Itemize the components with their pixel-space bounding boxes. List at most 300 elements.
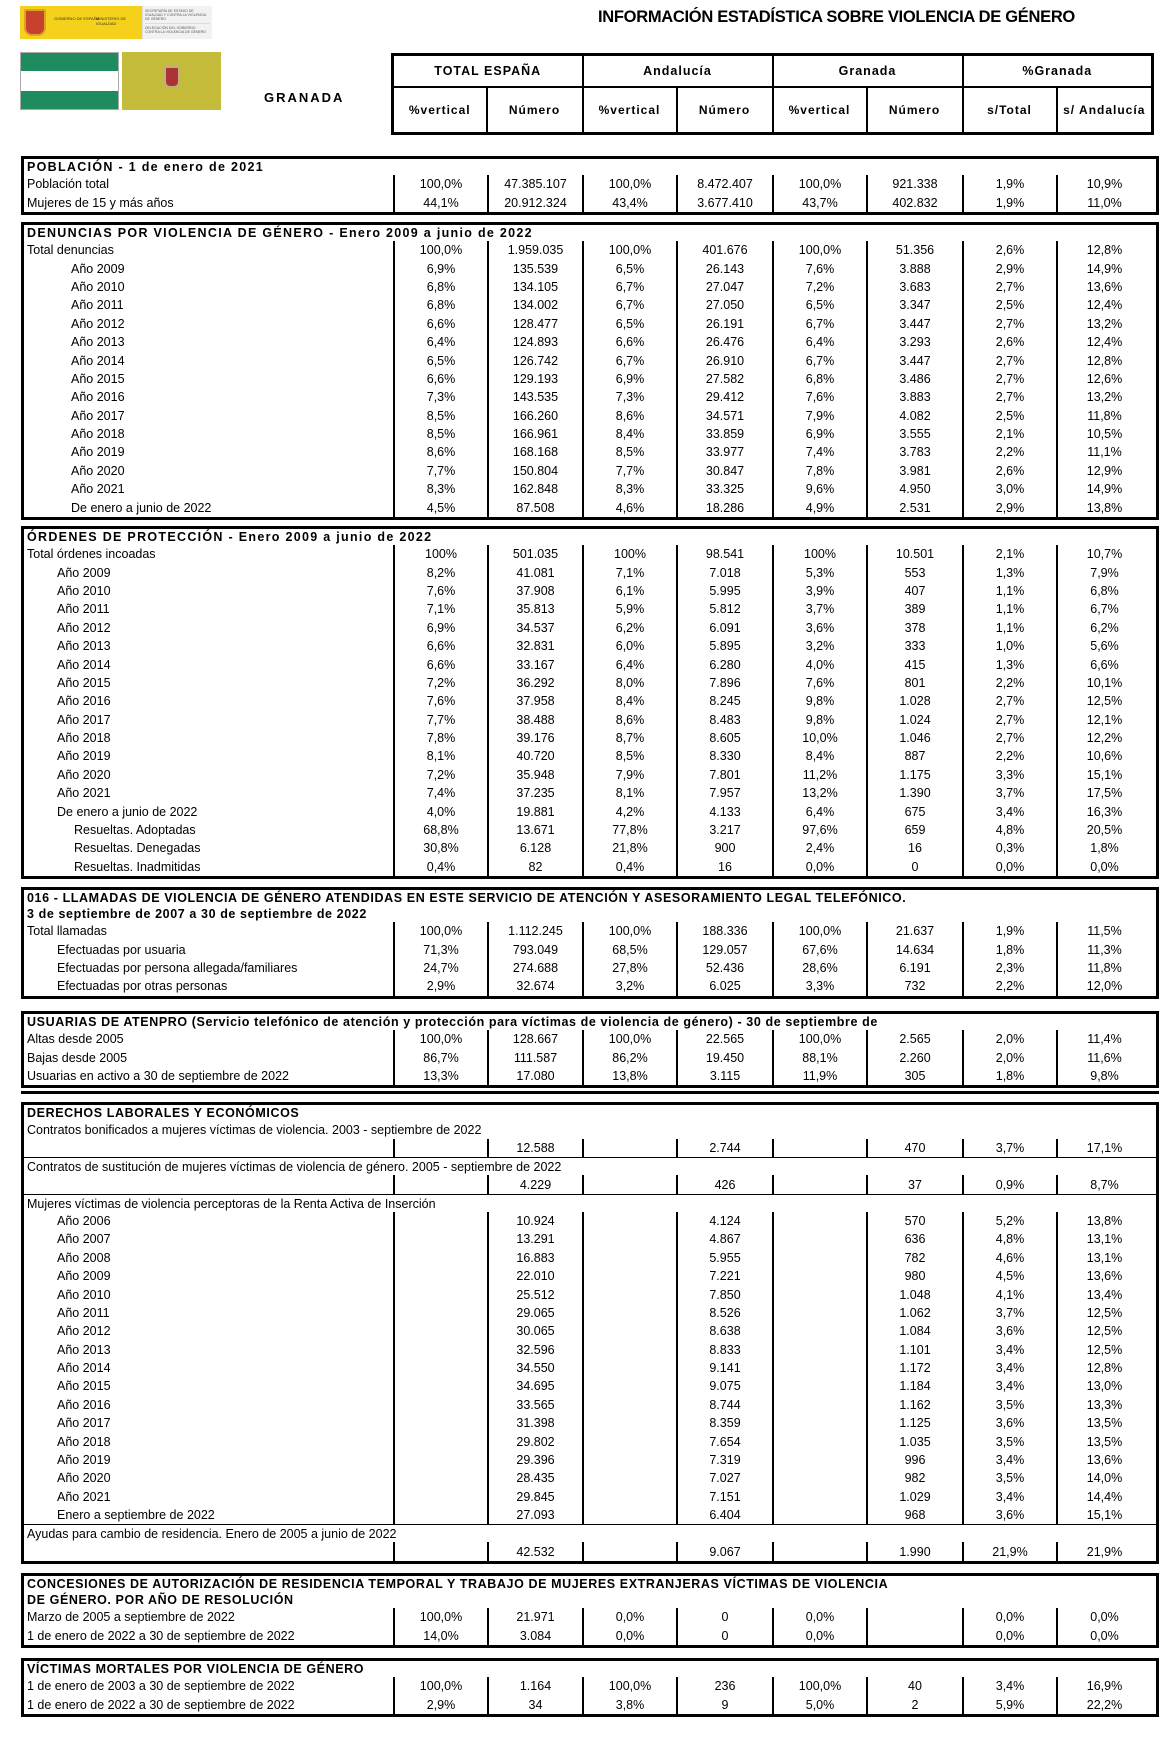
table-cell: 7,1%: [393, 600, 487, 618]
row-label: Población total: [27, 177, 110, 192]
table-cell: 7.151: [676, 1488, 772, 1506]
table-cell: 3.293: [866, 333, 962, 351]
table-row: [24, 443, 1156, 461]
table-cell: 32.831: [487, 637, 582, 655]
table-row: [24, 655, 1156, 673]
table-cell: 11,0%: [1056, 193, 1151, 211]
table-cell: 4,8%: [962, 821, 1056, 839]
table-row: [24, 1396, 1156, 1414]
table-cell: 2,7%: [962, 315, 1056, 333]
table-cell: 8,1%: [582, 784, 676, 802]
table-cell: 3.888: [866, 259, 962, 277]
table-cell: 100,0%: [582, 1677, 676, 1695]
table-cell: 2.260: [866, 1048, 962, 1066]
table-cell: 30.847: [676, 462, 772, 480]
table-cell: 4.867: [676, 1230, 772, 1248]
table-cell: 8,6%: [582, 407, 676, 425]
table-cell: 8.359: [676, 1414, 772, 1432]
table-cell: [582, 1304, 676, 1322]
table-cell: 2.744: [676, 1139, 772, 1157]
table-cell: 7,2%: [772, 278, 866, 296]
table-cell: 1,0%: [962, 637, 1056, 655]
table-cell: 100,0%: [582, 175, 676, 193]
granada-crest-icon: [164, 66, 180, 88]
row-label: Total órdenes incoadas: [27, 547, 156, 562]
table-cell: 11,5%: [1056, 922, 1151, 940]
table-cell: [393, 1469, 487, 1487]
table-cell: 732: [866, 977, 962, 995]
table-cell: 68,8%: [393, 821, 487, 839]
table-row: [24, 839, 1156, 857]
table-row: [24, 729, 1156, 747]
table-cell: 0,0%: [1056, 1626, 1151, 1644]
table-cell: 143.535: [487, 388, 582, 406]
table-cell: 3.447: [866, 315, 962, 333]
table-cell: 10.501: [866, 545, 962, 563]
table-cell: 6.025: [676, 977, 772, 995]
table-cell: 29.412: [676, 388, 772, 406]
row-label: Año 2008: [57, 1250, 111, 1265]
table-cell: [772, 1488, 866, 1506]
table-cell: [582, 1175, 676, 1193]
table-cell: [393, 1249, 487, 1267]
table-cell: 501.035: [487, 545, 582, 563]
table-cell: 6,9%: [582, 370, 676, 388]
table-cell: 11,8%: [1056, 407, 1151, 425]
table-cell: 7,4%: [772, 443, 866, 461]
table-cell: 7.801: [676, 766, 772, 784]
table-cell: 274.688: [487, 959, 582, 977]
table-cell: [772, 1249, 866, 1267]
table-cell: 6,4%: [393, 333, 487, 351]
table-row: [24, 296, 1156, 314]
table-cell: 32.674: [487, 977, 582, 995]
table-cell: 68,5%: [582, 940, 676, 958]
table-cell: 8,5%: [393, 425, 487, 443]
table-cell: 8,5%: [582, 443, 676, 461]
row-label: Usuarias en activo a 30 de septiembre de 2022: [27, 1068, 289, 1083]
table-cell: [582, 1322, 676, 1340]
table-cell: 6,5%: [393, 351, 487, 369]
table-cell: 8,6%: [393, 443, 487, 461]
table-cell: [772, 1359, 866, 1377]
table-cell: 1.084: [866, 1322, 962, 1340]
gov-grey-block: [142, 6, 212, 39]
table-cell: 6,6%: [582, 333, 676, 351]
table-cell: 6,8%: [393, 296, 487, 314]
table-row: [24, 1359, 1156, 1377]
table-cell: 100,0%: [772, 1677, 866, 1695]
table-cell: 29.845: [487, 1488, 582, 1506]
table-row: [24, 1414, 1156, 1432]
table-cell: 6,8%: [393, 278, 487, 296]
coat-of-arms-icon: [24, 9, 46, 36]
table-cell: 21.971: [487, 1608, 582, 1626]
table-cell: 40.720: [487, 747, 582, 765]
table-cell: [582, 1249, 676, 1267]
table-row: [24, 1341, 1156, 1359]
table-cell: 3,7%: [772, 600, 866, 618]
table-cell: 13,5%: [1056, 1432, 1151, 1450]
section-016-llamadas: [21, 887, 1159, 999]
table-cell: 6,6%: [393, 637, 487, 655]
table-cell: 3,6%: [962, 1322, 1056, 1340]
table-cell: [772, 1377, 866, 1395]
table-cell: [866, 1626, 962, 1644]
table-cell: 6,7%: [772, 351, 866, 369]
table-cell: 9,8%: [1056, 1067, 1151, 1085]
table-cell: 900: [676, 839, 772, 857]
row-label: Resueltas. Inadmitidas: [74, 859, 201, 874]
table-cell: [393, 1212, 487, 1230]
row-label: Año 2016: [57, 694, 111, 709]
table-cell: 1.028: [866, 692, 962, 710]
table-row: [24, 333, 1156, 351]
table-cell: 37: [866, 1175, 962, 1193]
table-cell: 8,4%: [772, 747, 866, 765]
table-cell: 166.260: [487, 407, 582, 425]
table-cell: 100,0%: [582, 922, 676, 940]
table-cell: 401.676: [676, 241, 772, 259]
table-cell: 36.292: [487, 674, 582, 692]
table-cell: 100,0%: [393, 241, 487, 259]
table-cell: 7,1%: [582, 563, 676, 581]
table-row: [24, 351, 1156, 369]
table-cell: 12,0%: [1056, 977, 1151, 995]
table-row: [24, 1451, 1156, 1469]
table-cell: 3,2%: [772, 637, 866, 655]
table-cell: 305: [866, 1067, 962, 1085]
table-cell: [393, 1432, 487, 1450]
table-cell: 35.813: [487, 600, 582, 618]
table-cell: 4,5%: [393, 498, 487, 516]
table-row: [24, 462, 1156, 480]
table-cell: [772, 1451, 866, 1469]
table-cell: 6.128: [487, 839, 582, 857]
row-label: Año 2020: [71, 463, 125, 478]
group-header-granada: Granada: [773, 55, 963, 87]
row-label: Resueltas. Adoptadas: [74, 823, 196, 838]
table-cell: [393, 1414, 487, 1432]
table-cell: 24,7%: [393, 959, 487, 977]
table-cell: 12,4%: [1056, 333, 1151, 351]
table-cell: 5,6%: [1056, 637, 1151, 655]
table-cell: 4.124: [676, 1212, 772, 1230]
table-cell: [866, 1608, 962, 1626]
table-cell: 3.347: [866, 296, 962, 314]
table-cell: 5,2%: [962, 1212, 1056, 1230]
row-label: De enero a junio de 2022: [57, 804, 198, 819]
table-cell: 21.637: [866, 922, 962, 940]
table-cell: 2,7%: [962, 388, 1056, 406]
table-cell: 1.035: [866, 1432, 962, 1450]
table-cell: 6.280: [676, 655, 772, 673]
table-cell: 1.048: [866, 1285, 962, 1303]
table-cell: 2,1%: [962, 425, 1056, 443]
table-cell: 2,9%: [393, 977, 487, 995]
table-cell: 6,7%: [582, 351, 676, 369]
row-label: Efectuadas por otras personas: [57, 979, 228, 994]
table-cell: 2,7%: [962, 351, 1056, 369]
row-label: Mujeres de 15 y más años: [27, 195, 174, 210]
table-cell: 10.924: [487, 1212, 582, 1230]
table-cell: 134.002: [487, 296, 582, 314]
table-cell: 10,0%: [772, 729, 866, 747]
table-row: [24, 1285, 1156, 1303]
table-cell: 128.477: [487, 315, 582, 333]
row-label: De enero a junio de 2022: [71, 500, 212, 515]
table-cell: 7,6%: [772, 674, 866, 692]
table-cell: 13,8%: [1056, 1212, 1151, 1230]
table-cell: 12,5%: [1056, 1341, 1151, 1359]
table-cell: 6,5%: [582, 315, 676, 333]
table-cell: 33.565: [487, 1396, 582, 1414]
table-cell: 7,6%: [772, 259, 866, 277]
table-cell: [393, 1139, 487, 1157]
row-label: Total llamadas: [27, 924, 107, 939]
row-label: Año 2021: [57, 1489, 111, 1504]
table-cell: 21,9%: [962, 1542, 1056, 1560]
table-cell: 13,2%: [772, 784, 866, 802]
table-row: [24, 563, 1156, 581]
table-cell: 7.221: [676, 1267, 772, 1285]
row-label: Año 2019: [71, 445, 125, 460]
table-cell: [393, 1506, 487, 1524]
table-cell: 3.447: [866, 351, 962, 369]
table-cell: 1,8%: [962, 940, 1056, 958]
section-title: POBLACIÓN - 1 de enero de 2021: [27, 160, 264, 174]
row-label: Año 2014: [71, 353, 125, 368]
row-label: Año 2012: [57, 1324, 111, 1339]
table-row: [24, 425, 1156, 443]
table-cell: 34.537: [487, 619, 582, 637]
table-cell: 2,7%: [962, 729, 1056, 747]
table-row: [24, 1030, 1156, 1048]
row-label: Bajas desde 2005: [27, 1050, 128, 1065]
table-cell: 7,9%: [1056, 563, 1151, 581]
table-row: [24, 1626, 1156, 1644]
table-cell: 10,5%: [1056, 425, 1151, 443]
table-row: [24, 1048, 1156, 1066]
table-cell: 4,9%: [772, 498, 866, 516]
subcol-header: Número: [867, 87, 963, 134]
table-row: [24, 802, 1156, 820]
table-cell: 2,3%: [962, 959, 1056, 977]
row-label: Año 2017: [71, 408, 125, 423]
table-cell: 0,0%: [772, 1608, 866, 1626]
table-cell: 8,7%: [582, 729, 676, 747]
table-cell: 38.488: [487, 711, 582, 729]
table-cell: 3.883: [866, 388, 962, 406]
table-row: [24, 193, 1156, 211]
table-cell: 3.677.410: [676, 193, 772, 211]
table-cell: 40: [866, 1677, 962, 1695]
table-cell: 77,8%: [582, 821, 676, 839]
table-cell: 188.336: [676, 922, 772, 940]
secretaria-text: SECRETARÍA DE ESTADO DE IGUALDAD Y CONTRA LA VIOLENCIA DE GÉNERO: [145, 9, 207, 21]
table-row: [24, 175, 1156, 193]
table-cell: [393, 1488, 487, 1506]
row-label: Año 2019: [57, 1453, 111, 1468]
table-cell: 1.024: [866, 711, 962, 729]
table-cell: 1,9%: [962, 922, 1056, 940]
row-label: Año 2011: [71, 298, 124, 313]
table-cell: 37.235: [487, 784, 582, 802]
table-cell: 6,6%: [1056, 655, 1151, 673]
table-cell: 30,8%: [393, 839, 487, 857]
table-cell: 9,8%: [772, 692, 866, 710]
table-cell: 636: [866, 1230, 962, 1248]
table-cell: [393, 1304, 487, 1322]
table-cell: 2,7%: [962, 370, 1056, 388]
table-cell: 5.955: [676, 1249, 772, 1267]
table-cell: 43,7%: [772, 193, 866, 211]
row-label: Año 2015: [57, 675, 111, 690]
section-subtitle: DE GÉNERO. POR AÑO DE RESOLUCIÓN: [27, 1593, 294, 1607]
table-cell: 13,5%: [1056, 1414, 1151, 1432]
table-cell: 129.193: [487, 370, 582, 388]
row-label: Año 2019: [57, 749, 111, 764]
table-cell: 22.010: [487, 1267, 582, 1285]
table-cell: [772, 1396, 866, 1414]
subcol-header: s/Total: [963, 87, 1057, 134]
table-cell: 8,3%: [393, 480, 487, 498]
table-cell: 3,4%: [962, 1359, 1056, 1377]
table-cell: 0: [676, 1608, 772, 1626]
table-cell: 150.804: [487, 462, 582, 480]
table-cell: 97,6%: [772, 821, 866, 839]
table-row: [24, 1542, 1156, 1560]
table-cell: 8,5%: [582, 747, 676, 765]
table-cell: 13.291: [487, 1230, 582, 1248]
table-cell: 11,9%: [772, 1067, 866, 1085]
table-cell: 3,3%: [962, 766, 1056, 784]
granada-flag-icon: [122, 52, 221, 110]
table-cell: 1.062: [866, 1304, 962, 1322]
row-label: Año 2012: [57, 620, 111, 635]
table-cell: 16: [676, 858, 772, 876]
subsection-title: Ayudas para cambio de residencia. Enero de 2005 a junio de 2022: [24, 1524, 1156, 1542]
table-cell: 8.605: [676, 729, 772, 747]
table-cell: 570: [866, 1212, 962, 1230]
row-label: Año 2009: [57, 1269, 111, 1284]
province-label: GRANADA: [264, 90, 345, 105]
table-cell: 2,1%: [962, 545, 1056, 563]
table-cell: 9,8%: [772, 711, 866, 729]
table-cell: 2,7%: [962, 692, 1056, 710]
table-cell: 553: [866, 563, 962, 581]
table-cell: 0,0%: [1056, 1608, 1151, 1626]
table-cell: 37.908: [487, 582, 582, 600]
table-cell: 4,5%: [962, 1267, 1056, 1285]
table-cell: 11,8%: [1056, 959, 1151, 977]
table-cell: 7.957: [676, 784, 772, 802]
table-cell: 4,6%: [582, 498, 676, 516]
row-label: Año 2017: [57, 712, 111, 727]
table-cell: 4,0%: [772, 655, 866, 673]
table-cell: 2,5%: [962, 296, 1056, 314]
table-cell: 6,7%: [1056, 600, 1151, 618]
table-cell: 29.396: [487, 1451, 582, 1469]
table-row: [24, 1608, 1156, 1626]
table-cell: 1.959.035: [487, 241, 582, 259]
table-cell: 100,0%: [772, 175, 866, 193]
table-row: [24, 1175, 1156, 1193]
table-cell: 7,2%: [393, 674, 487, 692]
table-cell: 0: [676, 1626, 772, 1644]
table-cell: 16.883: [487, 1249, 582, 1267]
table-cell: [582, 1451, 676, 1469]
table-cell: 17,1%: [1056, 1139, 1151, 1157]
table-cell: 7.896: [676, 674, 772, 692]
section-denuncias: [21, 222, 1159, 520]
table-row: [24, 692, 1156, 710]
table-cell: 6,9%: [393, 259, 487, 277]
table-cell: 4,8%: [962, 1230, 1056, 1248]
row-label: Año 2020: [57, 767, 111, 782]
table-cell: 13,2%: [1056, 388, 1151, 406]
table-cell: 6,6%: [393, 655, 487, 673]
row-label: 1 de enero de 2022 a 30 de septiembre de 2022: [27, 1628, 295, 1643]
table-cell: 5,3%: [772, 563, 866, 581]
table-cell: 7.018: [676, 563, 772, 581]
table-cell: 6,6%: [393, 370, 487, 388]
delegacion-text: DELEGACIÓN DEL GOBIERNO CONTRA LA VIOLENCIA DE GÉNERO: [145, 23, 210, 34]
row-label: Año 2018: [57, 1434, 111, 1449]
table-cell: [772, 1285, 866, 1303]
table-cell: 16,3%: [1056, 802, 1151, 820]
table-cell: 0,0%: [582, 1608, 676, 1626]
table-cell: 1.162: [866, 1396, 962, 1414]
page-title: INFORMACIÓN ESTADÍSTICA SOBRE VIOLENCIA DE GÉNERO: [598, 8, 1075, 26]
table-cell: 8,4%: [582, 425, 676, 443]
table-cell: 2.565: [866, 1030, 962, 1048]
table-cell: 34.550: [487, 1359, 582, 1377]
table-cell: 2,2%: [962, 747, 1056, 765]
table-cell: 34.571: [676, 407, 772, 425]
table-cell: 100,0%: [393, 1030, 487, 1048]
row-label: Año 2006: [57, 1213, 111, 1228]
table-cell: 111.587: [487, 1048, 582, 1066]
table-cell: 2,6%: [962, 333, 1056, 351]
table-cell: 5,9%: [582, 600, 676, 618]
table-cell: 11,4%: [1056, 1030, 1151, 1048]
table-cell: 7,2%: [393, 766, 487, 784]
table-cell: 2,9%: [962, 498, 1056, 516]
andalucia-flag-icon: [20, 52, 119, 110]
table-cell: 3,5%: [962, 1432, 1056, 1450]
table-row: [24, 766, 1156, 784]
row-label: 1 de enero de 2022 a 30 de septiembre de 2022: [27, 1697, 295, 1712]
table-row: [24, 619, 1156, 637]
row-label: Año 2009: [57, 565, 111, 580]
table-cell: [582, 1285, 676, 1303]
row-label: Efectuadas por usuaria: [57, 942, 186, 957]
table-cell: 8.330: [676, 747, 772, 765]
row-label: Año 2014: [57, 1361, 111, 1376]
table-cell: 407: [866, 582, 962, 600]
table-cell: 86,7%: [393, 1048, 487, 1066]
table-cell: 5.995: [676, 582, 772, 600]
table-cell: 6,4%: [772, 333, 866, 351]
table-cell: 2,0%: [962, 1030, 1056, 1048]
table-cell: 1.029: [866, 1488, 962, 1506]
table-cell: 0,0%: [582, 1626, 676, 1644]
row-label: 1 de enero de 2003 a 30 de septiembre de 2022: [27, 1679, 295, 1694]
table-cell: 100%: [393, 545, 487, 563]
table-row: [24, 922, 1156, 940]
subsection-title: Mujeres víctimas de violencia perceptoras de la Renta Activa de Inserción: [24, 1194, 1156, 1212]
